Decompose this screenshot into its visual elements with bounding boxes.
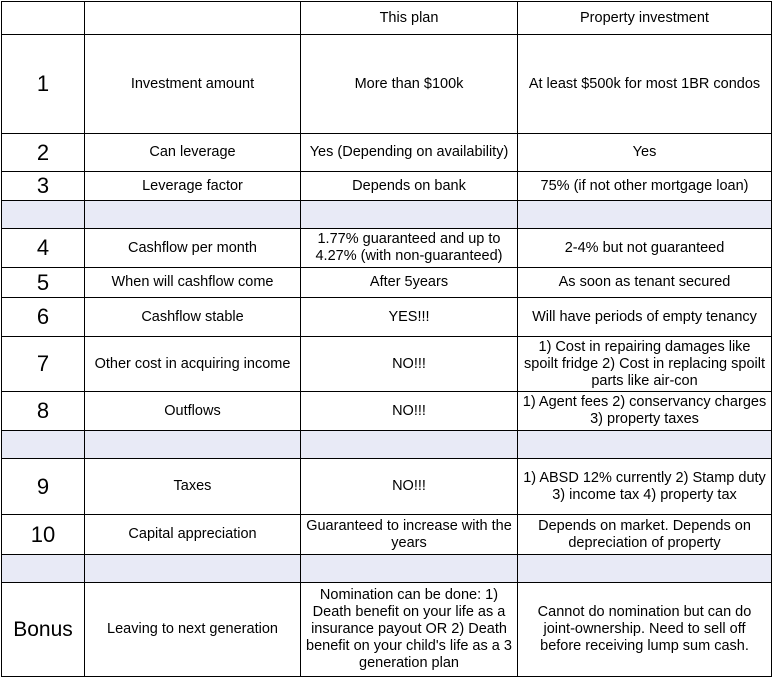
row-item: Can leverage [85,134,301,172]
table-row-bonus [2,583,772,677]
row-this-plan: Nomination can be done: 1) Death benefit on your life as a insurance payout OR 2) Death benefit on your child's life as a 3 generation plan [301,583,518,677]
table-row [2,134,772,172]
separator-cell [2,431,85,459]
row-property: As soon as tenant secured [518,268,772,298]
separator-cell [518,555,772,583]
header-this-plan: This plan [301,2,518,35]
row-number: 9 [2,459,85,515]
separator-row [2,201,772,229]
row-property: Cannot do nomination but can do joint-ownership. Need to sell off before receiving lump sum cash. [518,583,772,677]
header-row [2,2,772,35]
row-item: Cashflow per month [85,229,301,268]
row-number: 5 [2,268,85,298]
row-this-plan: 1.77% guaranteed and up to 4.27% (with non-guaranteed) [301,229,518,268]
row-property: Depends on market. Depends on depreciation of property [518,515,772,555]
separator-cell [301,555,518,583]
separator-cell [85,555,301,583]
row-property: 1) ABSD 12% currently 2) Stamp duty 3) income tax 4) property tax [518,459,772,515]
comparison-table [1,1,772,677]
separator-cell [301,431,518,459]
row-item: Taxes [85,459,301,515]
row-property: 1) Agent fees 2) conservancy charges 3) property taxes [518,392,772,431]
row-this-plan: Depends on bank [301,172,518,201]
row-number: 1 [2,35,85,134]
row-property: 75% (if not other mortgage loan) [518,172,772,201]
row-number: 4 [2,229,85,268]
separator-cell [85,201,301,229]
table-row [2,459,772,515]
row-number: Bonus [2,583,85,677]
row-this-plan: NO!!! [301,459,518,515]
row-this-plan: More than $100k [301,35,518,134]
row-this-plan: After 5years [301,268,518,298]
row-number: 7 [2,337,85,392]
table-row [2,515,772,555]
row-property: Yes [518,134,772,172]
row-this-plan: YES!!! [301,298,518,337]
separator-row [2,555,772,583]
header-property-investment: Property investment [518,2,772,35]
row-property: At least $500k for most 1BR condos [518,35,772,134]
table-row [2,392,772,431]
row-item: Leverage factor [85,172,301,201]
row-item: When will cashflow come [85,268,301,298]
row-item: Other cost in acquiring income [85,337,301,392]
table-row [2,172,772,201]
row-number: 6 [2,298,85,337]
row-this-plan: Yes (Depending on availability) [301,134,518,172]
separator-row [2,431,772,459]
separator-cell [85,431,301,459]
row-property: 1) Cost in repairing damages like spoilt fridge 2) Cost in replacing spoilt parts like air-con [518,337,772,392]
table-row [2,298,772,337]
separator-cell [301,201,518,229]
row-this-plan: NO!!! [301,392,518,431]
row-this-plan: Guaranteed to increase with the years [301,515,518,555]
separator-cell [518,431,772,459]
row-number: 2 [2,134,85,172]
table-row [2,229,772,268]
separator-cell [518,201,772,229]
row-number: 10 [2,515,85,555]
row-item: Cashflow stable [85,298,301,337]
table-row [2,35,772,134]
row-property: Will have periods of empty tenancy [518,298,772,337]
row-property: 2-4% but not guaranteed [518,229,772,268]
header-number-cell [2,2,85,35]
table-row [2,337,772,392]
table-row [2,268,772,298]
row-item: Capital appreciation [85,515,301,555]
row-item: Leaving to next generation [85,583,301,677]
separator-cell [2,555,85,583]
row-this-plan: NO!!! [301,337,518,392]
row-item: Outflows [85,392,301,431]
row-number: 3 [2,172,85,201]
separator-cell [2,201,85,229]
header-item-cell [85,2,301,35]
row-number: 8 [2,392,85,431]
row-item: Investment amount [85,35,301,134]
